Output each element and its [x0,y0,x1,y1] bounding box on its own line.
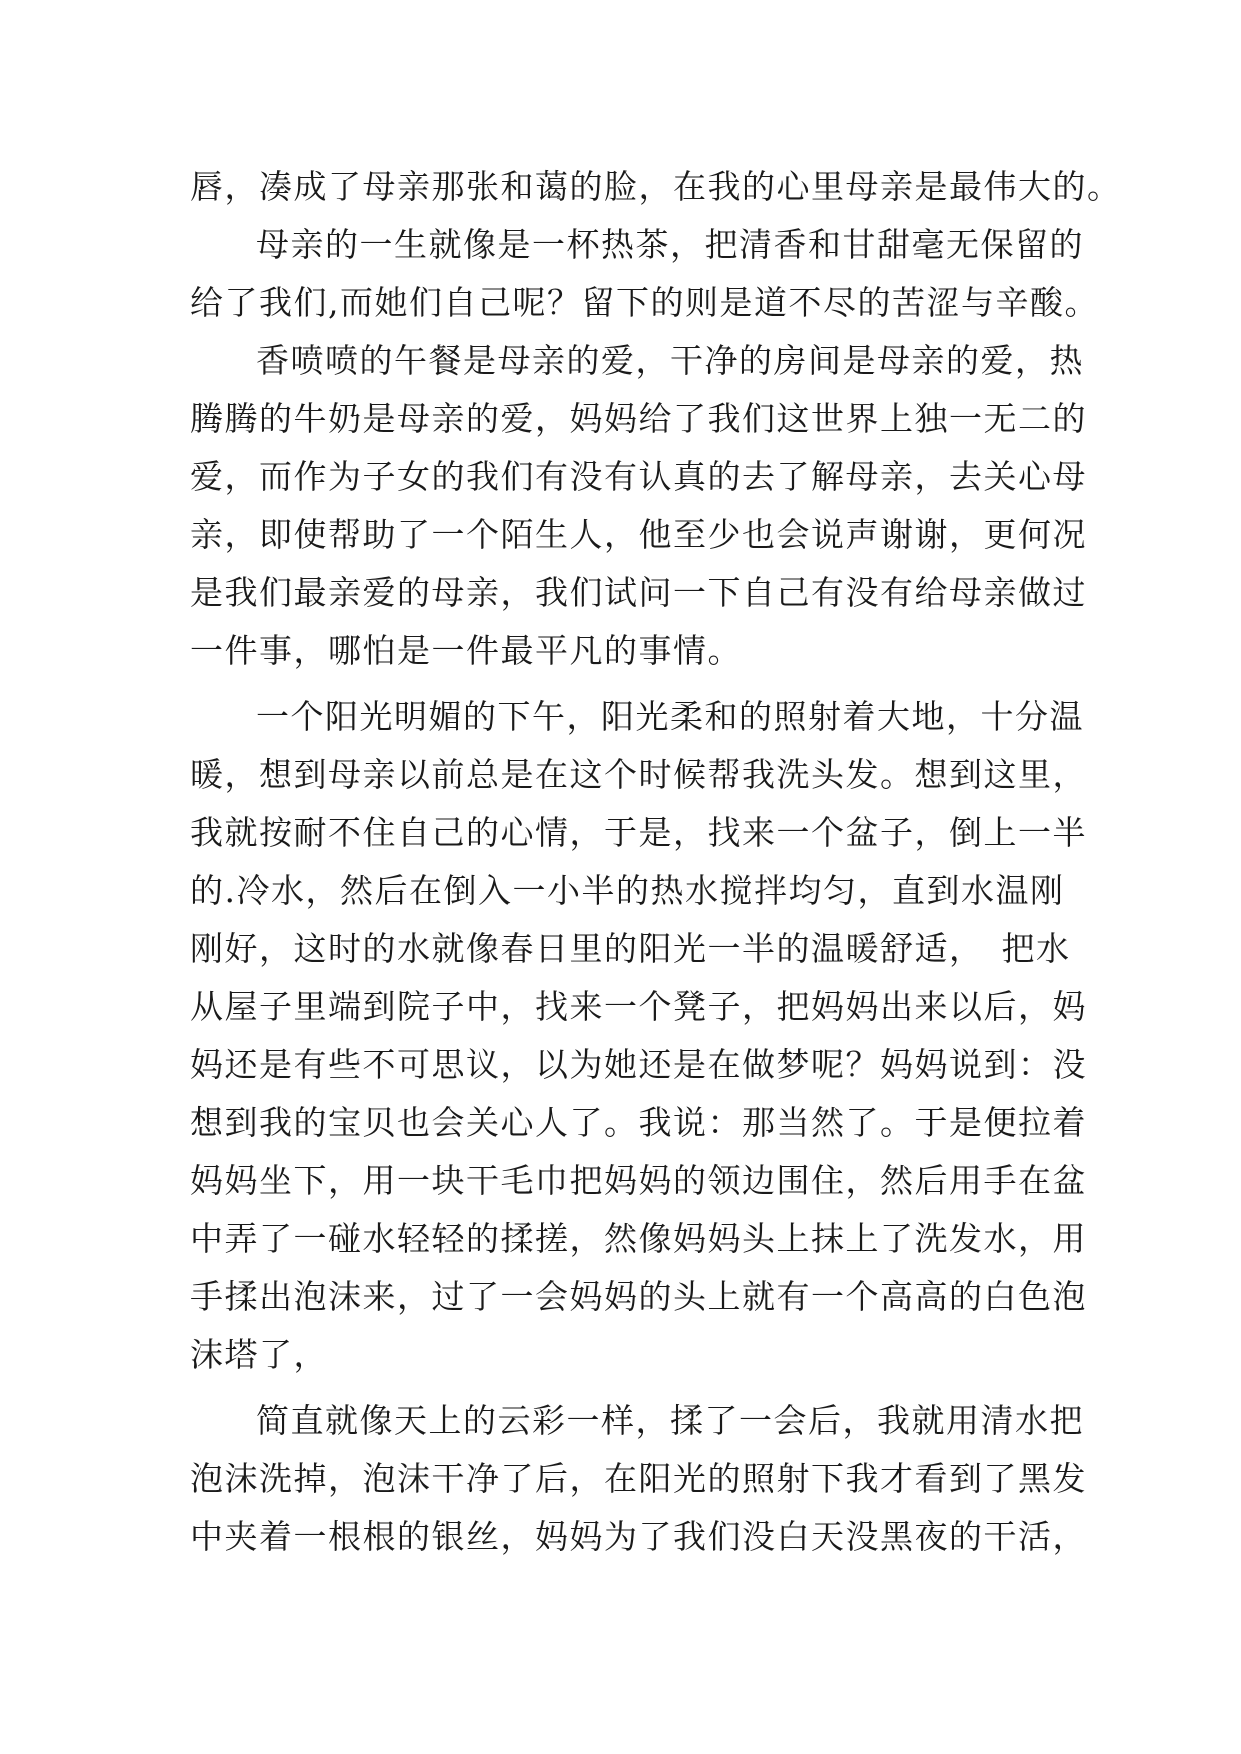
text-line: 暖，想到母亲以前总是在这个时候帮我洗头发。想到这里， [190,755,1087,794]
text-line: 中夹着一根根的银丝，妈妈为了我们没白天没黑夜的干活， [190,1517,1087,1556]
text-line: 中弄了一碰水轻轻的揉搓，然像妈妈头上抹上了洗发水，用 [190,1219,1087,1258]
paragraph-first-line: 母亲的一生就像是一杯热茶，把清香和甘甜毫无保留的 [256,225,1084,264]
text-line: 手揉出泡沫来，过了一会妈妈的头上就有一个高高的白色泡 [190,1277,1087,1316]
body-text [190,158,1122,1566]
paragraph-first-line: 简直就像天上的云彩一样，揉了一会后，我就用清水把 [256,1401,1084,1440]
text-line: 想到我的宝贝也会关心人了。我说：那当然了。于是便拉着 [190,1103,1087,1142]
paragraph-first-line: 一个阳光明媚的下午，阳光柔和的照射着大地，十分温 [256,697,1084,736]
text-line: 我就按耐不住自己的心情，于是，找来一个盆子，倒上一半 [190,813,1087,852]
text-line: 的.冷水，然后在倒入一小半的热水搅拌均匀，直到水温刚 [190,871,1065,910]
text-line: 泡沫洗掉，泡沫干净了后，在阳光的照射下我才看到了黑发 [190,1459,1087,1498]
text-line: 爱，而作为子女的我们有没有认真的去了解母亲，去关心母 [190,457,1087,496]
text-line: 从屋子里端到院子中，找来一个凳子，把妈妈出来以后，妈 [190,987,1087,1026]
text-line: 沫塔了， [190,1335,328,1374]
text-line: 是我们最亲爱的母亲，我们试问一下自己有没有给母亲做过 [190,573,1087,612]
text-line: 妈妈坐下，用一块干毛巾把妈妈的领边围住，然后用手在盆 [190,1161,1087,1200]
text-line: 唇，凑成了母亲那张和蔼的脸，在我的心里母亲是最伟大的。 [190,167,1122,206]
paragraph-first-line: 香喷喷的午餐是母亲的爱，干净的房间是母亲的爱，热 [256,341,1084,380]
text-line: 腾腾的牛奶是母亲的爱，妈妈给了我们这世界上独一无二的 [190,399,1087,438]
text-line: 一件事，哪怕是一件最平凡的事情。 [190,631,742,670]
text-line: 刚好，这时的水就像春日里的阳光一半的温暖舒适， 把水 [190,929,1071,968]
text-line: 亲，即使帮助了一个陌生人，他至少也会说声谢谢，更何况 [190,515,1087,554]
text-line: 妈还是有些不可思议，以为她还是在做梦呢？妈妈说到：没 [190,1045,1087,1084]
text-line: 给了我们,而她们自己呢？留下的则是道不尽的苦涩与辛酸。 [190,283,1099,322]
